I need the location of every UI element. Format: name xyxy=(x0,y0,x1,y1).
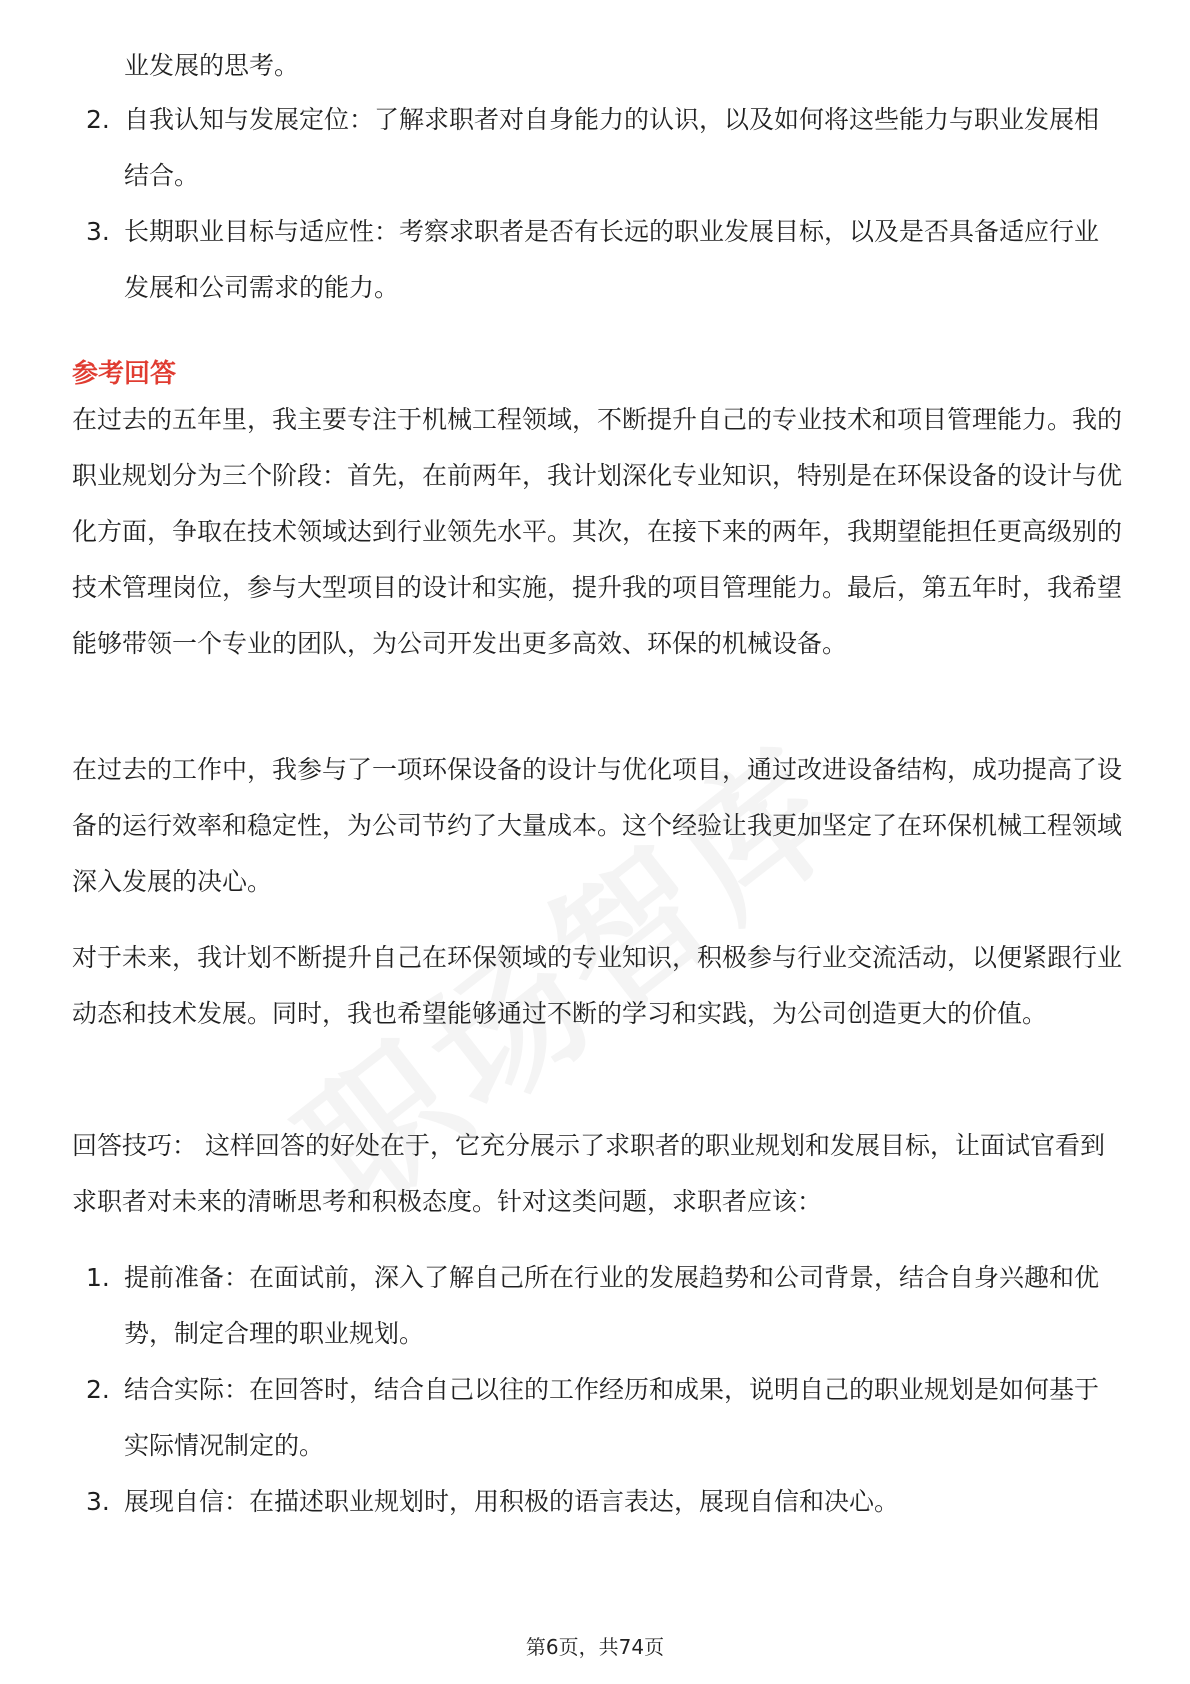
list-item xyxy=(72,204,1122,316)
list-item xyxy=(72,1474,1122,1530)
list-item xyxy=(72,1250,1122,1362)
list-text: 提前准备：在面试前，深入了解自己所在行业的发展趋势和公司背景，结合自身兴趣和优势，制定合理的职业规划。 xyxy=(124,1263,1100,1348)
list-item xyxy=(72,1362,1122,1474)
list-number: 3. xyxy=(86,1487,110,1516)
bottom-numbered-list xyxy=(72,1250,1122,1530)
paragraph: 对于未来，我计划不断提升自己在环保领域的专业知识，积极参与行业交流活动，以便紧跟行业动态和技术发展。同时，我也希望能够通过不断的学习和实践，为公司创造更大的价值。 xyxy=(72,943,1123,1028)
list-text: 展现自信：在描述职业规划时，用积极的语言表达，展现自信和决心。 xyxy=(124,1487,900,1516)
list-item xyxy=(72,92,1122,204)
list-number: 2. xyxy=(86,105,110,134)
list-number: 3. xyxy=(86,217,110,246)
page-footer: 第6页，共74页 xyxy=(525,1635,665,1659)
section-heading: 参考回答 xyxy=(72,359,177,389)
list-number: 1. xyxy=(86,1263,110,1292)
list-text: 结合实际：在回答时，结合自己以往的工作经历和成果，说明自己的职业规划是如何基于实际情况制定的。 xyxy=(124,1375,1100,1460)
list-item-continuation: 业发展的思考。 xyxy=(124,51,300,80)
list-text: 长期职业目标与适应性：考察求职者是否有长远的职业发展目标，以及是否具备适应行业发展和公司需求的能力。 xyxy=(124,217,1100,302)
paragraph: 在过去的工作中，我参与了一项环保设备的设计与优化项目，通过改进设备结构，成功提高了设备的运行效率和稳定性，为公司节约了大量成本。这个经验让我更加坚定了在环保机械工程领域深入发展的决心。 xyxy=(72,755,1123,896)
top-numbered-list xyxy=(72,92,1122,316)
list-number: 2. xyxy=(86,1375,110,1404)
list-text: 自我认知与发展定位：了解求职者对自身能力的认识，以及如何将这些能力与职业发展相结合。 xyxy=(124,105,1100,190)
paragraph: 在过去的五年里，我主要专注于机械工程领域，不断提升自己的专业技术和项目管理能力。我的职业规划分为三个阶段：首先，在前两年，我计划深化专业知识，特别是在环保设备的设计与优化方面，争取在技术领域达到行业领先水平。其次，在接下来的两年，我期望能担任更高级别的技术管理岗位，参与大型项目的设计和实施，提升我的项目管理能力。最后，第五年时，我希望能够带领一个专业的团队，为公司开发出更多高效、环保的机械设备。 xyxy=(72,405,1123,658)
paragraph: 回答技巧： 这样回答的好处在于，它充分展示了求职者的职业规划和发展目标，让面试官看到求职者对未来的清晰思考和积极态度。针对这类问题，求职者应该： xyxy=(72,1131,1105,1216)
